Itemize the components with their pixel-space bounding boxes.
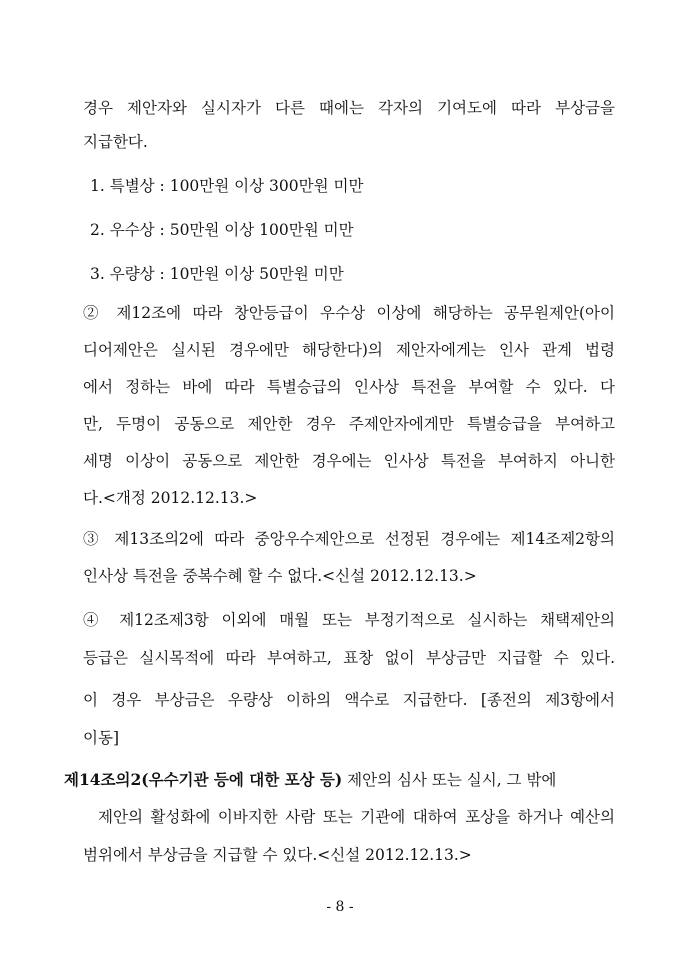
para3-line-2: 인사상 특전을 중복수혜 할 수 없다.<신설 2012.12.13.> xyxy=(83,567,477,585)
para2-line-2: 디어제안은 실시된 경우에만 해당한다)의 제안자에게는 인사 관계 법령 xyxy=(83,341,615,359)
intro-line-1: 경우 제안자와 실시자가 다른 때에는 각자의 기여도에 따라 부상금을 xyxy=(83,99,615,117)
article-heading: 제14조의2(우수기관 등에 대한 포상 등) xyxy=(64,770,343,789)
page-number: - 8 - xyxy=(326,899,354,915)
article-14-2-line-2: 제안의 활성화에 이바지한 사람 또는 기관에 대하여 포상을 하거나 예산의 xyxy=(98,808,615,826)
award-item-special: 1. 특별상 : 100만원 이상 300만원 미만 xyxy=(90,177,364,195)
article-14-2-line-3: 범위에서 부상금을 지급할 수 있다.<신설 2012.12.13.> xyxy=(83,846,472,864)
para2-line-6: 다.<개정 2012.12.13.> xyxy=(83,489,258,507)
intro-line-2: 지급한다. xyxy=(83,133,148,151)
article-line-1-text: 제안의 심사 또는 실시, 그 밖에 xyxy=(342,771,557,789)
award-item-good: 3. 우량상 : 10만원 이상 50만원 미만 xyxy=(90,265,344,283)
award-item-excellent: 2. 우수상 : 50만원 이상 100만원 미만 xyxy=(90,221,354,239)
para3-line-1: ③ 제13조의2에 따라 중앙우수제안으로 선정된 경우에는 제14조제2항의 xyxy=(83,530,615,548)
article-14-2-line-1 xyxy=(64,770,615,790)
para2-line-3: 에서 정하는 바에 따라 특별승급의 인사상 특전을 부여할 수 있다. 다 xyxy=(83,378,615,396)
para2-line-4: 만, 두명이 공동으로 제안한 경우 주제안자에게만 특별승급을 부여하고 xyxy=(83,415,615,433)
para2-line-5: 세명 이상이 공동으로 제안한 경우에는 인사상 특전을 부여하지 아니한 xyxy=(83,452,615,470)
para4-line-3: 이 경우 부상금은 우량상 이하의 액수로 지급한다. [종전의 제3항에서 xyxy=(83,691,615,709)
para4-line-2: 등급은 실시목적에 따라 부여하고, 표창 없이 부상금만 지급할 수 있다. xyxy=(83,649,615,667)
para4-line-4: 이동] xyxy=(83,729,119,747)
para2-line-1: ② 제12조에 따라 창안등급이 우수상 이상에 해당하는 공무원제안(아이 xyxy=(83,304,615,322)
para4-line-1: ④ 제12조제3항 이외에 매월 또는 부정기적으로 실시하는 채택제안의 xyxy=(83,611,615,629)
